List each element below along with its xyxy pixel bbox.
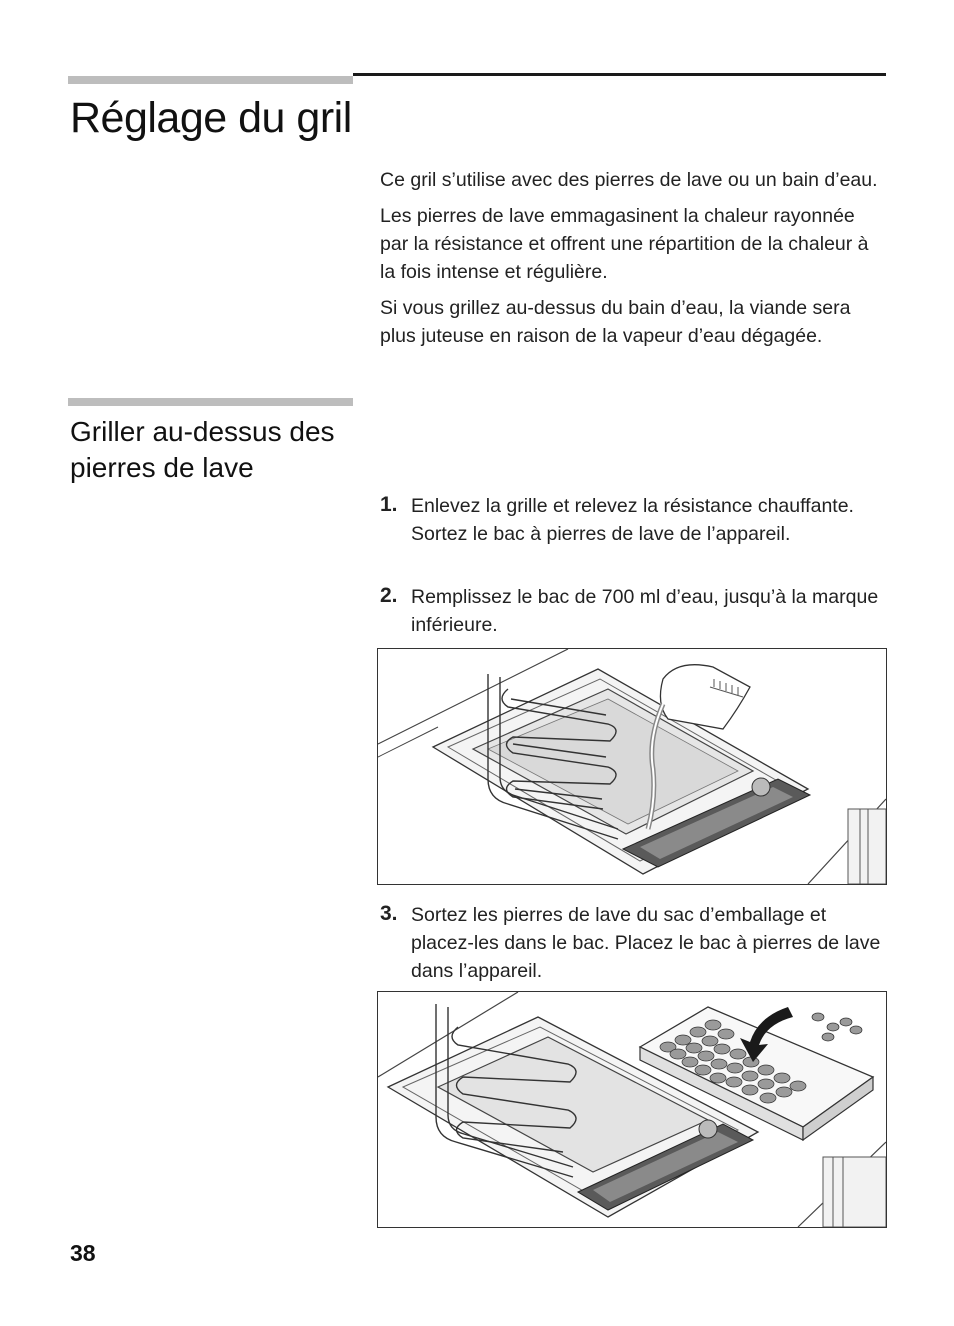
step-number: 2. bbox=[380, 584, 398, 607]
intro-text bbox=[380, 166, 880, 358]
step-1 bbox=[380, 492, 885, 548]
header-rule-black bbox=[353, 73, 886, 76]
illustration-fill-water bbox=[377, 648, 887, 885]
page-title: Réglage du gril bbox=[70, 94, 352, 142]
header-rule-gray bbox=[68, 76, 353, 84]
intro-paragraph-3: Si vous grillez au-dessus du bain d’eau, la viande sera plus juteuse en raison de la vapeur d’eau dégagée. bbox=[380, 297, 851, 347]
section-rule bbox=[68, 398, 353, 406]
illustration-lava-stones bbox=[377, 991, 887, 1228]
step-2 bbox=[380, 583, 885, 639]
step-number: 1. bbox=[380, 493, 398, 516]
step-3 bbox=[380, 901, 885, 985]
step-text: Sortez les pierres de lave du sac d’emballage et placez-les dans le bac. Placez le bac à pierres de lave dans l’appareil. bbox=[411, 904, 881, 982]
step-text: Remplissez le bac de 700 ml d’eau, jusqu’à la marque inférieure. bbox=[411, 586, 879, 636]
intro-paragraph-2: Les pierres de lave emmagasinent la chaleur rayonnée par la résistance et offrent une répartition de la chaleur à la fois intense et régulière. bbox=[380, 205, 869, 283]
page-number: 38 bbox=[70, 1240, 96, 1266]
step-number: 3. bbox=[380, 902, 398, 925]
intro-paragraph-1: Ce gril s’utilise avec des pierres de lave ou un bain d’eau. bbox=[380, 169, 878, 191]
section-title: Griller au-dessus des pierres de lave bbox=[70, 416, 335, 483]
step-text: Enlevez la grille et relevez la résistance chauffante. Sortez le bac à pierres de lave de l’appareil. bbox=[411, 495, 854, 545]
